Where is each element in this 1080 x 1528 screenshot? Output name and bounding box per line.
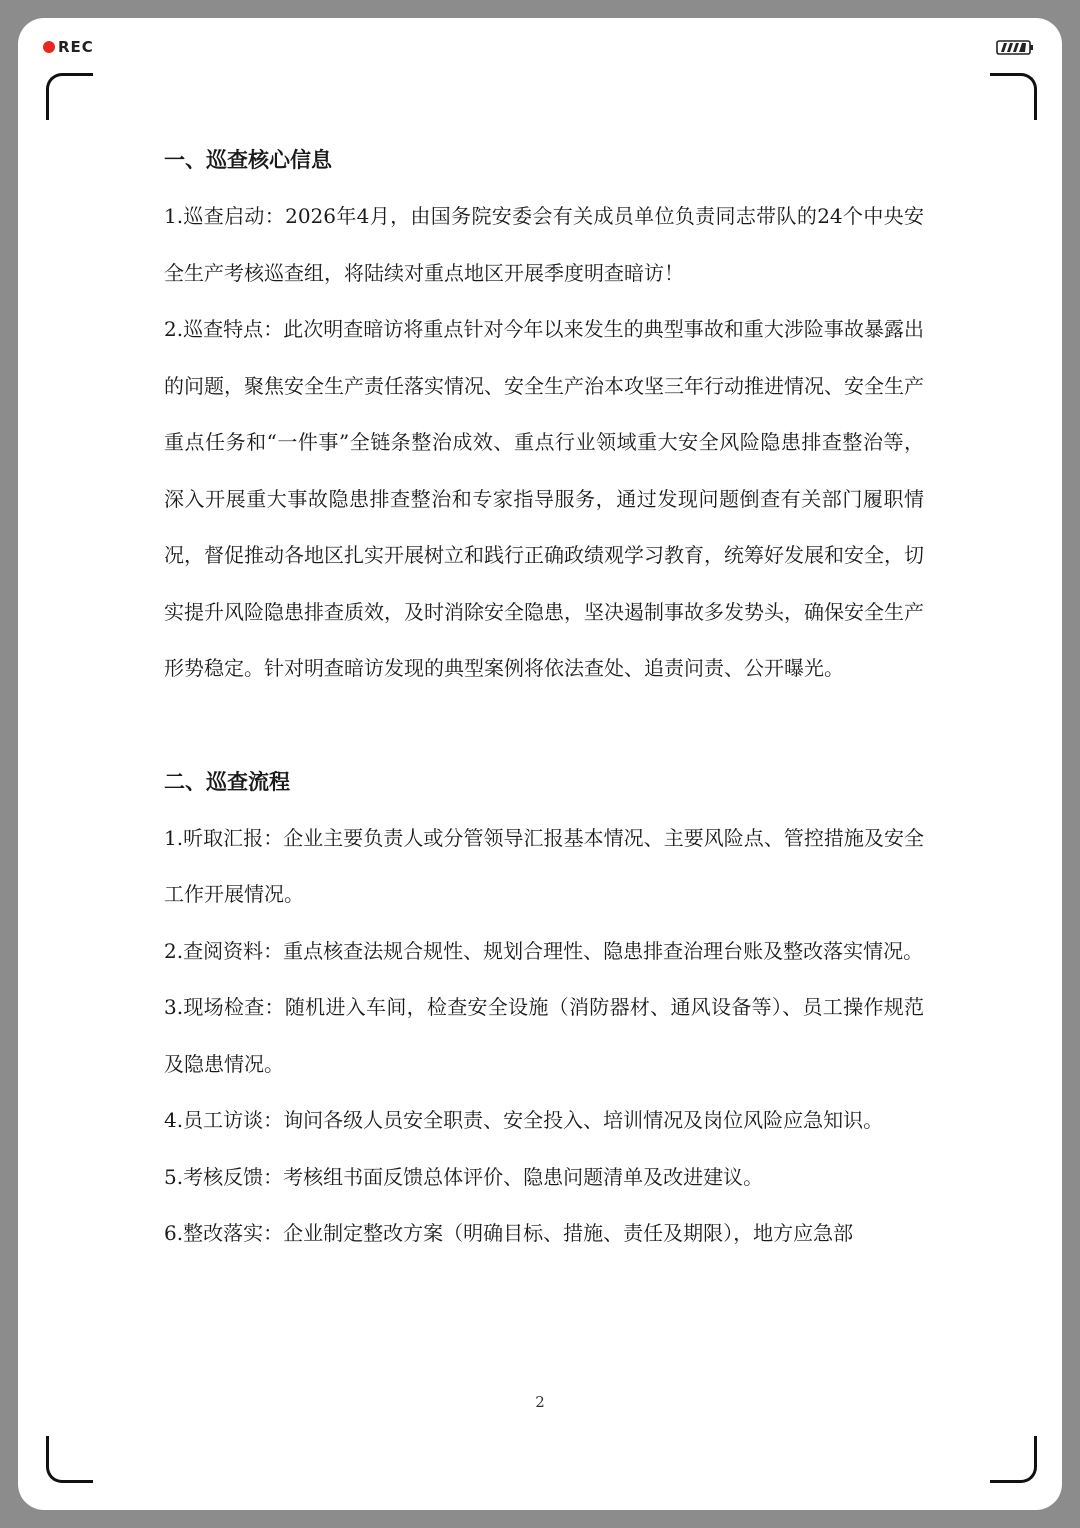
paragraph: 3.现场检查：随机进入车间，检查安全设施（消防器材、通风设备等）、员工操作规范及隐患情况。 [164, 995, 924, 1076]
battery-full-icon [996, 39, 1034, 56]
viewfinder-corner-bottom-right [990, 1436, 1037, 1483]
rec-indicator [43, 38, 94, 56]
viewfinder-corner-top-right [990, 73, 1037, 120]
paragraph: 1.听取汇报：企业主要负责人或分管领导汇报基本情况、主要风险点、管控措施及安全工作开展情况。 [164, 825, 924, 906]
section-heading: 一、巡查核心信息 [164, 147, 332, 172]
rec-label: REC [58, 38, 94, 56]
section-spacer [164, 697, 924, 754]
paragraph: 2.巡查特点：此次明查暗访将重点针对今年以来发生的典型事故和重大涉险事故暴露出的问题，聚焦安全生产责任落实情况、安全生产治本攻坚三年行动推进情况、安全生产重点任务和“一件事”全链条整治成效、重点行业领域重大安全风险隐患排查整治等，深入开展重大事故隐患排查整治和专家指导服务，通过发现问题倒查有关部门履职情况，督促推动各地区扎实开展树立和践行正确政绩观学习教育，统筹好发展和安全，切实提升风险隐患排查质效，及时消除安全隐患，坚决遏制事故多发势头，确保安全生产形势稳定。针对明查暗访发现的典型案例将依法查处、追责问责、公开曝光。 [164, 317, 924, 680]
document-body [164, 132, 924, 1262]
section-heading: 二、巡查流程 [164, 768, 290, 794]
page-number: 2 [535, 1393, 545, 1411]
paragraph: 4.员工访谈：询问各级人员安全职责、安全投入、培训情况及岗位风险应急知识。 [164, 1108, 884, 1132]
viewfinder-corner-bottom-left [46, 1436, 93, 1483]
paragraph: 1.巡查启动：2026年4月，由国务院安委会有关成员单位负责同志带队的24个中央安全生产考核巡查组，将陆续对重点地区开展季度明查暗访！ [164, 204, 924, 285]
viewfinder-corner-top-left [46, 73, 93, 120]
paragraph: 5.考核反馈：考核组书面反馈总体评价、隐患问题清单及改进建议。 [164, 1164, 764, 1189]
paragraph: 6.整改落实：企业制定整改方案（明确目标、措施、责任及期限），地方应急部 [164, 1221, 854, 1245]
record-dot-icon [43, 41, 55, 53]
paragraph: 2.查阅资料：重点核查法规合规性、规划合理性、隐患排查治理台账及整改落实情况。 [164, 938, 924, 963]
